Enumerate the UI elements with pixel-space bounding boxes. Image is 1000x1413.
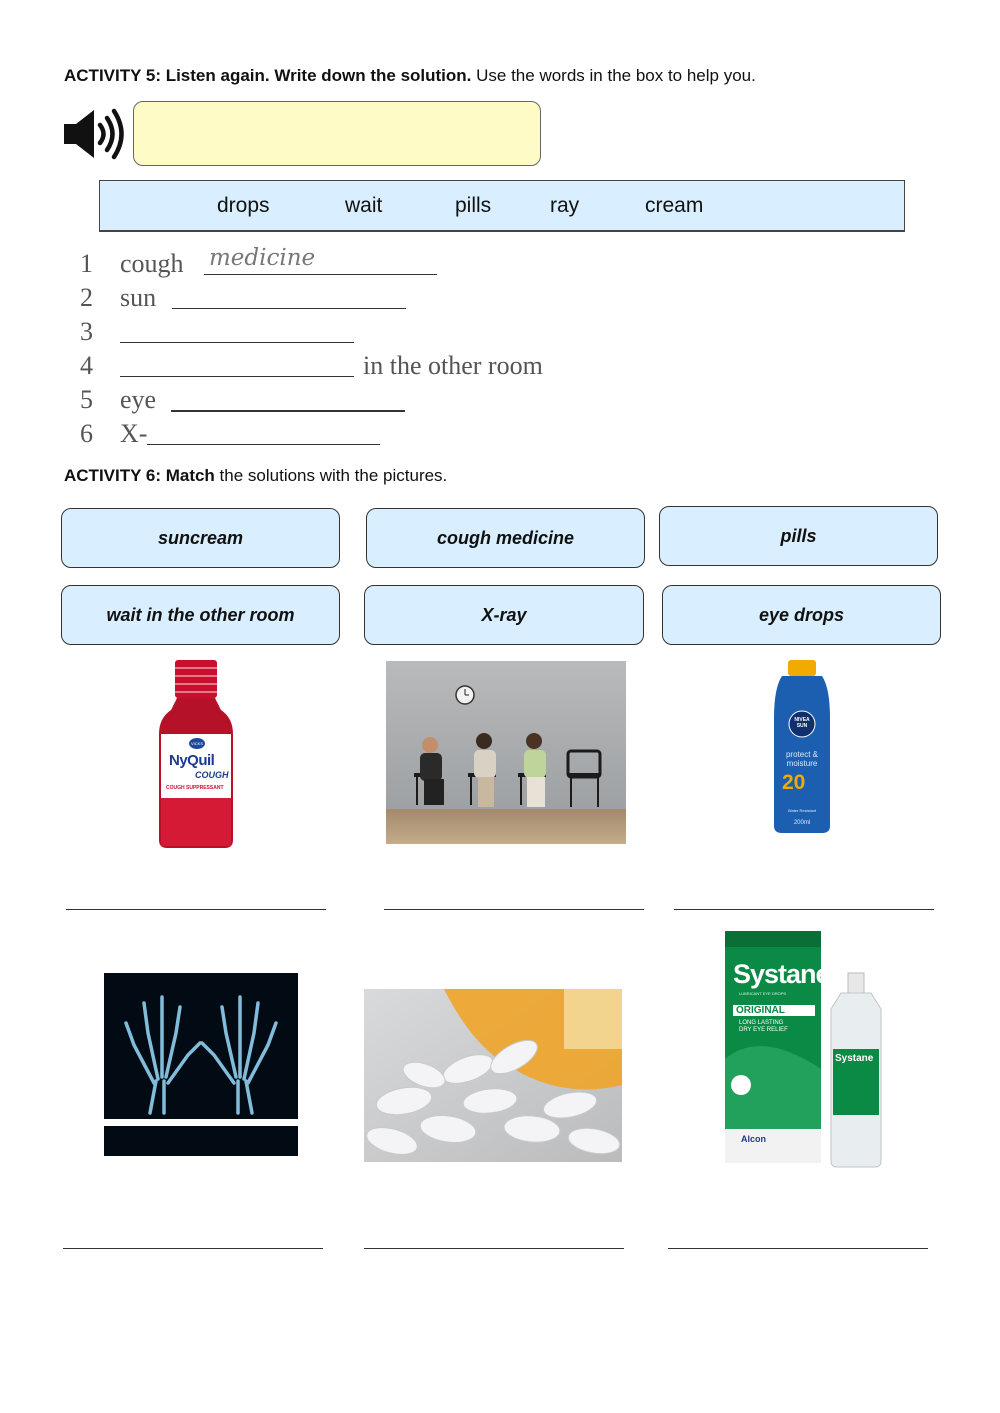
exercise-item-2 <box>0 282 700 314</box>
audio-answer-box[interactable] <box>133 101 541 166</box>
activity5-heading-rest: Use the words in the box to help you. <box>471 66 756 85</box>
item-prefix: cough <box>120 249 184 278</box>
activity5-heading <box>64 66 756 86</box>
answer-blank-3[interactable] <box>120 316 354 343</box>
activity6-heading-bold: ACTIVITY 6: Match <box>64 466 215 485</box>
answer-line-6[interactable] <box>668 1248 928 1249</box>
item-number: 5 <box>80 385 93 414</box>
activity6-heading-rest: the solutions with the pictures. <box>214 466 448 485</box>
systane-label: Systane <box>733 959 830 989</box>
cough-medicine-picture <box>155 658 237 850</box>
answer-blank-5[interactable] <box>171 384 405 412</box>
systane-line-3: DRY EYE RELIEF <box>739 1027 788 1033</box>
option-suncream[interactable]: suncream <box>61 508 340 568</box>
systane-sub-label: LUBRICANT EYE DROPS <box>739 991 787 996</box>
speaker-icon[interactable] <box>62 107 128 161</box>
vicks-badge: VICKS <box>189 738 205 749</box>
item-number: 6 <box>80 419 93 448</box>
option-cough-medicine[interactable]: cough medicine <box>366 508 645 568</box>
option-wait-in-other-room[interactable]: wait in the other room <box>61 585 340 645</box>
word-pills: pills <box>455 194 492 217</box>
handwritten-answer: medicine <box>209 245 316 271</box>
answer-line-1[interactable] <box>66 909 326 910</box>
volume-label: 200ml <box>793 820 811 826</box>
item-suffix: in the other room <box>363 351 543 380</box>
exercise-item-3 <box>0 316 700 348</box>
suncream-text-1: protect & <box>785 750 818 759</box>
exercise-item-4 <box>0 350 700 382</box>
item-number: 3 <box>80 317 93 346</box>
systane-line-2: LONG LASTING <box>739 1020 784 1026</box>
nyquil-label: NyQuil <box>169 752 215 769</box>
word-wait: wait <box>345 194 383 217</box>
suncream-picture <box>772 658 832 834</box>
item-number: 1 <box>80 249 93 278</box>
answer-line-5[interactable] <box>364 1248 624 1249</box>
answer-line-4[interactable] <box>63 1248 323 1249</box>
water-resistant-label: Water Resistant <box>787 808 817 813</box>
word-drops: drops <box>217 194 270 217</box>
item-number: 2 <box>80 283 93 312</box>
pills-photo-icon <box>364 989 622 1162</box>
spf-number: 20 <box>782 771 806 794</box>
xray-picture <box>104 973 298 1156</box>
answer-line-2[interactable] <box>384 909 644 910</box>
nyquil-sub-label: COUGH <box>195 770 229 780</box>
systane-bottle-label: Systane <box>835 1053 874 1064</box>
item-number: 4 <box>80 351 93 380</box>
option-eye-drops[interactable]: eye drops <box>662 585 941 645</box>
answer-line-3[interactable] <box>674 909 934 910</box>
word-ray: ray <box>550 194 580 217</box>
alcon-label: Alcon <box>741 1134 767 1144</box>
item-prefix: eye <box>120 385 157 414</box>
item-prefix: X- <box>120 419 148 448</box>
answer-blank-4[interactable] <box>120 350 354 377</box>
waiting-room-photo-icon <box>386 661 626 844</box>
item-prefix: sun <box>120 283 157 312</box>
word-box <box>99 180 905 232</box>
option-pills[interactable]: pills <box>659 506 938 566</box>
xray-hands-icon <box>104 973 298 1156</box>
answer-blank-2[interactable] <box>172 282 406 309</box>
option-x-ray[interactable]: X-ray <box>364 585 644 645</box>
exercise-item-1 <box>0 245 700 280</box>
activity6-heading <box>64 466 447 486</box>
answer-blank-6[interactable] <box>147 418 380 445</box>
exercise-item-6 <box>0 418 700 450</box>
nivea-label: NIVEA <box>794 717 810 723</box>
activity5-heading-bold: ACTIVITY 5: Listen again. Write down the solution. <box>64 66 472 85</box>
word-cream: cream <box>645 194 704 217</box>
exercise-item-5 <box>0 384 700 416</box>
waiting-room-picture <box>386 661 626 844</box>
systane-variant: ORIGINAL <box>733 1005 815 1016</box>
nyquil-band: COUGH SUPPRESSANT <box>163 784 229 792</box>
eye-drops-picture <box>681 929 891 1169</box>
suncream-text-2: moisture <box>786 759 818 768</box>
nivea-sun-label: SUN <box>796 723 808 729</box>
pills-picture <box>364 989 622 1162</box>
